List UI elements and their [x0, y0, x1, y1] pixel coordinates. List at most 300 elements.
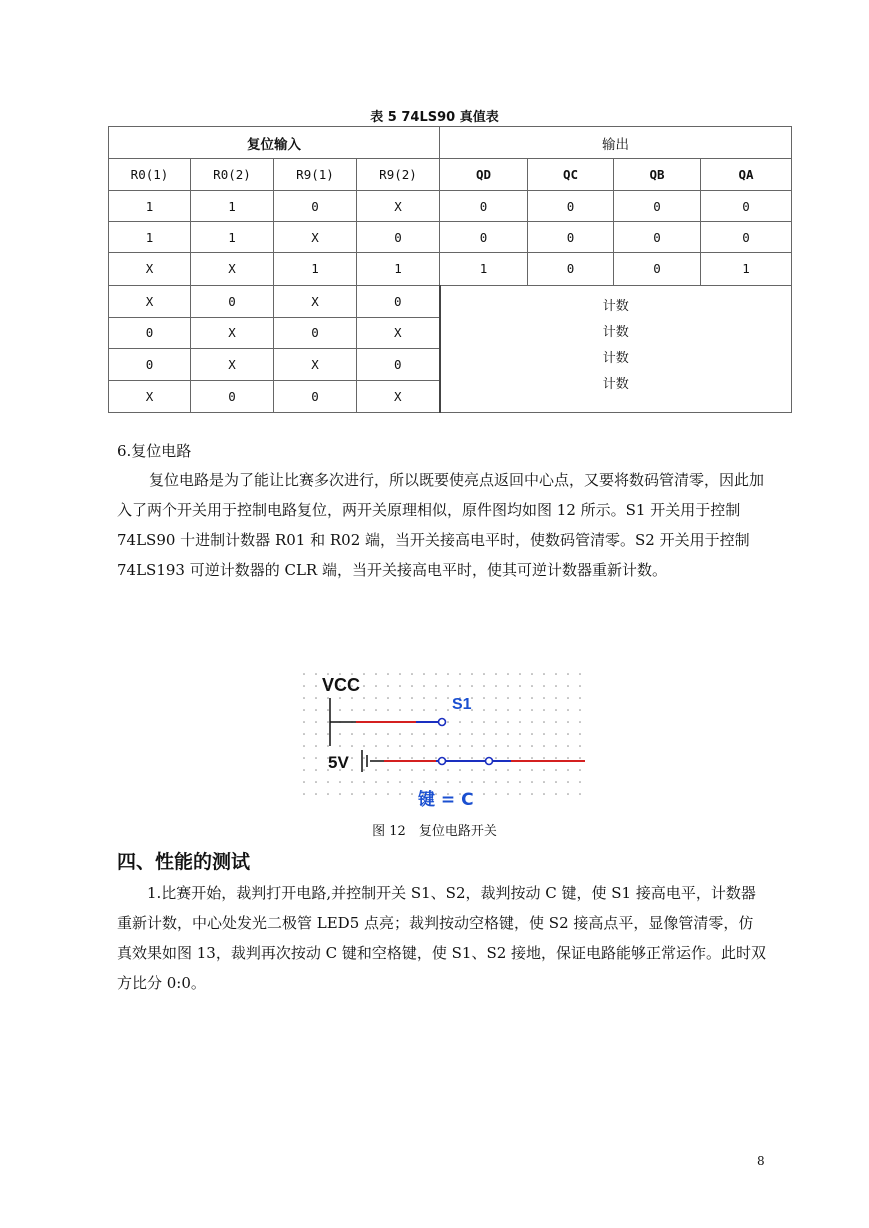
- grid-dot: [483, 673, 485, 675]
- grid-dot: [579, 769, 581, 771]
- grid-dot: [387, 733, 389, 735]
- grid-dot: [375, 709, 377, 711]
- grid-dot: [555, 733, 557, 735]
- grid-dot: [507, 793, 509, 795]
- grid-dot: [387, 745, 389, 747]
- grid-dot: [423, 757, 425, 759]
- grid-dot: [519, 721, 521, 723]
- grid-dot: [303, 721, 305, 723]
- grid-dot: [363, 709, 365, 711]
- grid-dot: [519, 697, 521, 699]
- grid-dot: [351, 709, 353, 711]
- grid-dot: [567, 793, 569, 795]
- table-cell: 0: [274, 317, 357, 348]
- table-cell: 0: [191, 285, 274, 317]
- grid-dot: [435, 733, 437, 735]
- grid-dot: [507, 781, 509, 783]
- grid-dot: [411, 673, 413, 675]
- table-cell: 0: [274, 191, 357, 222]
- grid-dot: [519, 673, 521, 675]
- grid-dot: [471, 721, 473, 723]
- table-cell: 0: [357, 222, 440, 253]
- table-cell: 0: [109, 317, 191, 348]
- grid-dot: [351, 697, 353, 699]
- grid-dot: [435, 769, 437, 771]
- grid-dot: [315, 721, 317, 723]
- grid-dot: [555, 769, 557, 771]
- grid-dot: [423, 733, 425, 735]
- grid-dot: [435, 685, 437, 687]
- grid-dot: [375, 685, 377, 687]
- column-header: QD: [440, 159, 528, 191]
- grid-dot: [375, 757, 377, 759]
- grid-dot: [351, 793, 353, 795]
- grid-dot: [351, 781, 353, 783]
- grid-dot: [315, 745, 317, 747]
- grid-dot: [567, 697, 569, 699]
- grid-dot: [363, 733, 365, 735]
- grid-dot: [495, 745, 497, 747]
- grid-dot: [387, 781, 389, 783]
- grid-dot: [567, 733, 569, 735]
- grid-dot: [447, 721, 449, 723]
- section-heading: 6.复位电路: [117, 442, 192, 460]
- grid-dot: [579, 709, 581, 711]
- grid-dot: [471, 757, 473, 759]
- grid-dot: [327, 745, 329, 747]
- grid-dot: [555, 745, 557, 747]
- grid-dot: [471, 673, 473, 675]
- grid-dot: [567, 721, 569, 723]
- grid-dot: [363, 685, 365, 687]
- grid-dot: [363, 793, 365, 795]
- s2-contact-left: [439, 758, 446, 765]
- grid-dot: [531, 673, 533, 675]
- grid-dot: [411, 685, 413, 687]
- grid-dot: [555, 781, 557, 783]
- grid-dot: [543, 721, 545, 723]
- grid-dot: [339, 745, 341, 747]
- grid-dot: [399, 793, 401, 795]
- count-label: 计数: [602, 298, 629, 314]
- grid-dot: [363, 745, 365, 747]
- grid-dot: [327, 697, 329, 699]
- grid-dot: [459, 769, 461, 771]
- grid-dot: [555, 685, 557, 687]
- grid-dot: [315, 709, 317, 711]
- table-cell: 0: [614, 191, 701, 222]
- table-cell: 0: [528, 191, 614, 222]
- grid-dot: [555, 793, 557, 795]
- grid-dot: [507, 769, 509, 771]
- grid-dot: [507, 733, 509, 735]
- grid-dot: [375, 673, 377, 675]
- grid-dot: [495, 769, 497, 771]
- grid-dot: [471, 685, 473, 687]
- count-label: 计数: [602, 324, 629, 340]
- grid-dot: [435, 697, 437, 699]
- grid-dot: [567, 781, 569, 783]
- grid-dot: [531, 781, 533, 783]
- grid-dot: [447, 745, 449, 747]
- grid-dot: [495, 697, 497, 699]
- grid-dot: [315, 757, 317, 759]
- table-row: [109, 285, 792, 317]
- grid-dot: [555, 673, 557, 675]
- grid-dot: [483, 793, 485, 795]
- grid-dot: [579, 733, 581, 735]
- grid-dot: [567, 709, 569, 711]
- grid-dot: [495, 721, 497, 723]
- table-cell: 0: [274, 380, 357, 412]
- grid-dot: [423, 769, 425, 771]
- grid-dot: [507, 709, 509, 711]
- table-row: [109, 191, 792, 222]
- grid-dot: [315, 697, 317, 699]
- grid-dot: [495, 793, 497, 795]
- grid-dot: [435, 709, 437, 711]
- grid-dot: [531, 733, 533, 735]
- grid-dot: [519, 733, 521, 735]
- grid-dot: [579, 673, 581, 675]
- grid-dot: [459, 781, 461, 783]
- table-cell: 1: [274, 253, 357, 285]
- table-cell: 1: [191, 222, 274, 253]
- page-number: 8: [757, 1154, 765, 1168]
- grid-dot: [303, 733, 305, 735]
- grid-dot: [483, 697, 485, 699]
- section-paragraph: 复位电路是为了能让比赛多次进行，所以既要使亮点返回中心点，又要将数码管清零，因此加入了两个开关用于控制电路复位，两开关原理相似，原件图均如图 12 所示。S1 开关用于控制 74LS90 十进制计数器 R01 和 R02 端，当开关接高电平时，使数码管清零。S2 开关用于控制 74LS193 可逆计数器的 CLR 端，当开关接高电平时，使其可逆计数器重新计数。: [117, 471, 765, 579]
- column-header-row: [109, 159, 792, 191]
- grid-dot: [519, 793, 521, 795]
- grid-dot: [363, 697, 365, 699]
- grid-dot: [531, 757, 533, 759]
- grid-dot: [303, 757, 305, 759]
- grid-dot: [351, 769, 353, 771]
- grid-dot: [459, 721, 461, 723]
- grid-dot: [459, 733, 461, 735]
- grid-dot: [519, 745, 521, 747]
- grid-dot: [447, 673, 449, 675]
- truth-table: [108, 126, 792, 413]
- count-label: 计数: [602, 350, 629, 366]
- grid-dot: [447, 757, 449, 759]
- group-header-output: 输出: [440, 127, 792, 159]
- table-cell: 1: [357, 253, 440, 285]
- grid-dot: [495, 685, 497, 687]
- grid-dot: [567, 673, 569, 675]
- grid-dot: [447, 781, 449, 783]
- grid-dot: [375, 697, 377, 699]
- grid-dot: [399, 781, 401, 783]
- table-cell: 0: [528, 253, 614, 285]
- table-cell: X: [274, 348, 357, 380]
- column-header: R9(2): [357, 159, 440, 191]
- grid-dot: [543, 733, 545, 735]
- grid-dot: [303, 697, 305, 699]
- table-row: [109, 253, 792, 285]
- grid-dot: [507, 757, 509, 759]
- table-cell: X: [357, 380, 440, 412]
- grid-dot: [339, 781, 341, 783]
- grid-dot: [327, 709, 329, 711]
- grid-dot: [447, 769, 449, 771]
- grid-dot: [543, 697, 545, 699]
- grid-dot: [495, 709, 497, 711]
- grid-dot: [339, 733, 341, 735]
- grid-dot: [387, 769, 389, 771]
- grid-dot: [495, 733, 497, 735]
- table-cell: 0: [701, 222, 792, 253]
- table-cell: 0: [614, 253, 701, 285]
- grid-dot: [303, 673, 305, 675]
- grid-dot: [435, 745, 437, 747]
- table-cell: X: [109, 253, 191, 285]
- grid-dot: [459, 757, 461, 759]
- grid-dot: [507, 673, 509, 675]
- grid-dot: [315, 769, 317, 771]
- grid-dot: [375, 793, 377, 795]
- grid-dot: [531, 709, 533, 711]
- grid-dot: [411, 697, 413, 699]
- table-cell: X: [274, 285, 357, 317]
- switch-s1-label: S1: [452, 696, 472, 713]
- grid-dot: [387, 793, 389, 795]
- grid-dot: [423, 745, 425, 747]
- grid-dot: [579, 793, 581, 795]
- grid-dot: [555, 757, 557, 759]
- grid-dot: [471, 745, 473, 747]
- grid-dot: [315, 685, 317, 687]
- grid-dot: [327, 793, 329, 795]
- grid-dot: [543, 781, 545, 783]
- grid-dot: [579, 745, 581, 747]
- table-cell: 0: [614, 222, 701, 253]
- grid-dot: [579, 697, 581, 699]
- grid-dot: [399, 697, 401, 699]
- table-cell: 1: [440, 253, 528, 285]
- grid-dot: [363, 769, 365, 771]
- table-cell: X: [191, 253, 274, 285]
- grid-dot: [315, 793, 317, 795]
- grid-dot: [387, 697, 389, 699]
- grid-dot: [411, 781, 413, 783]
- voltage-label: 5V: [328, 753, 349, 772]
- grid-dot: [507, 721, 509, 723]
- group-header-input: 复位输入: [109, 127, 440, 159]
- grid-dot: [339, 709, 341, 711]
- grid-dot: [483, 709, 485, 711]
- grid-dot: [447, 697, 449, 699]
- grid-dot: [399, 673, 401, 675]
- grid-dot: [495, 781, 497, 783]
- column-header: QA: [701, 159, 792, 191]
- grid-dot: [447, 685, 449, 687]
- grid-dot: [339, 793, 341, 795]
- grid-dot: [555, 709, 557, 711]
- grid-dot: [519, 709, 521, 711]
- grid-dot: [483, 685, 485, 687]
- table-caption: 表 5 74LS90 真值表: [370, 110, 499, 125]
- column-header: R0(1): [109, 159, 191, 191]
- grid-dot: [315, 733, 317, 735]
- grid-dot: [543, 685, 545, 687]
- grid-dot: [423, 685, 425, 687]
- grid-dot: [411, 745, 413, 747]
- table-cell: 1: [701, 253, 792, 285]
- grid-dot: [387, 685, 389, 687]
- grid-dot: [327, 733, 329, 735]
- grid-dot: [411, 793, 413, 795]
- grid-dot: [531, 697, 533, 699]
- s2-contact-right: [486, 758, 493, 765]
- grid-dot: [435, 757, 437, 759]
- column-header: QB: [614, 159, 701, 191]
- grid-dot: [303, 685, 305, 687]
- grid-dot: [567, 757, 569, 759]
- grid-dot: [531, 685, 533, 687]
- grid-dot: [315, 673, 317, 675]
- grid-dot: [519, 769, 521, 771]
- grid-dot: [483, 733, 485, 735]
- table-cell: 0: [357, 348, 440, 380]
- reset-circuit-figure: [298, 668, 588, 808]
- grid-dot: [531, 769, 533, 771]
- table-cell: 0: [357, 285, 440, 317]
- section-paragraph: 1.比赛开始，裁判打开电路,并控制开关 S1、S2，裁判按动 C 键，使 S1 接高电平，计数器重新计数，中心处发光二极管 LED5 点亮；裁判按动空格键，使 S2 接高点平，显像管清零，仿真效果如图 13，裁判再次按动 C 键和空格键，使 S1、S2 接地，保证电路能够正常运作。此时双方比分 0:0。: [117, 884, 767, 992]
- grid-dot: [387, 709, 389, 711]
- grid-dot: [567, 685, 569, 687]
- grid-dot: [303, 793, 305, 795]
- grid-dot: [459, 745, 461, 747]
- grid-dot: [375, 781, 377, 783]
- table-cell: 0: [701, 191, 792, 222]
- grid-dot: [447, 709, 449, 711]
- grid-dot: [483, 781, 485, 783]
- grid-dot: [423, 709, 425, 711]
- grid-dot: [459, 673, 461, 675]
- grid-dot: [303, 769, 305, 771]
- grid-dot: [531, 745, 533, 747]
- table-cell: 0: [528, 222, 614, 253]
- grid-dot: [543, 769, 545, 771]
- grid-dot: [351, 745, 353, 747]
- grid-dot: [363, 673, 365, 675]
- table-cell: X: [191, 317, 274, 348]
- grid-dot: [387, 757, 389, 759]
- grid-dot: [435, 673, 437, 675]
- grid-dot: [579, 721, 581, 723]
- grid-dot: [375, 745, 377, 747]
- grid-dot: [399, 685, 401, 687]
- table-cell: X: [357, 191, 440, 222]
- grid-dot: [531, 721, 533, 723]
- grid-dot: [447, 733, 449, 735]
- grid-dot: [483, 757, 485, 759]
- grid-dot: [531, 793, 533, 795]
- grid-dot: [495, 757, 497, 759]
- column-header: R0(2): [191, 159, 274, 191]
- grid-dot: [543, 745, 545, 747]
- count-label: 计数: [602, 376, 629, 392]
- grid-dot: [399, 757, 401, 759]
- grid-dot: [363, 757, 365, 759]
- grid-dot: [567, 769, 569, 771]
- s1-contact: [439, 719, 446, 726]
- table-cell: X: [191, 348, 274, 380]
- grid-dot: [579, 781, 581, 783]
- column-header: R9(1): [274, 159, 357, 191]
- grid-dot: [303, 709, 305, 711]
- grid-dot: [471, 733, 473, 735]
- grid-dot: [363, 781, 365, 783]
- grid-dot: [507, 697, 509, 699]
- grid-dot: [519, 757, 521, 759]
- grid-dot: [579, 757, 581, 759]
- table-cell: 0: [191, 380, 274, 412]
- table-cell: X: [274, 222, 357, 253]
- grid-dot: [351, 733, 353, 735]
- grid-dot: [327, 721, 329, 723]
- grid-dot: [519, 685, 521, 687]
- grid-dot: [543, 709, 545, 711]
- grid-dot: [471, 781, 473, 783]
- grid-dot: [339, 697, 341, 699]
- table-cell: 0: [109, 348, 191, 380]
- section-title: 四、性能的测试: [117, 851, 251, 873]
- column-header: QC: [528, 159, 614, 191]
- grid-dot: [483, 745, 485, 747]
- grid-dot: [483, 769, 485, 771]
- grid-dot: [399, 745, 401, 747]
- grid-dot: [315, 781, 317, 783]
- grid-dot: [543, 793, 545, 795]
- grid-dot: [399, 709, 401, 711]
- table-cell: X: [109, 285, 191, 317]
- count-cell: [440, 285, 792, 412]
- grid-dot: [375, 769, 377, 771]
- grid-dot: [519, 781, 521, 783]
- grid-dot: [303, 745, 305, 747]
- grid-dot: [399, 733, 401, 735]
- table-cell: 0: [440, 222, 528, 253]
- grid-dot: [579, 685, 581, 687]
- grid-dot: [411, 769, 413, 771]
- key-label: 键 = C: [418, 790, 474, 808]
- grid-dot: [351, 757, 353, 759]
- grid-dot: [471, 769, 473, 771]
- grid-dot: [483, 721, 485, 723]
- grid-dot: [303, 781, 305, 783]
- grid-dot: [411, 757, 413, 759]
- table-cell: 1: [109, 191, 191, 222]
- grid-dot: [423, 781, 425, 783]
- table-cell: X: [109, 380, 191, 412]
- grid-dot: [555, 697, 557, 699]
- grid-dot: [495, 673, 497, 675]
- table-row: [109, 222, 792, 253]
- table-cell: 1: [191, 191, 274, 222]
- grid-dot: [435, 781, 437, 783]
- grid-dot: [387, 673, 389, 675]
- grid-dot: [327, 781, 329, 783]
- table-cell: X: [357, 317, 440, 348]
- grid-dot: [543, 673, 545, 675]
- grid-dot: [459, 685, 461, 687]
- grid-dot: [543, 757, 545, 759]
- grid-dot: [423, 697, 425, 699]
- table-cell: 0: [440, 191, 528, 222]
